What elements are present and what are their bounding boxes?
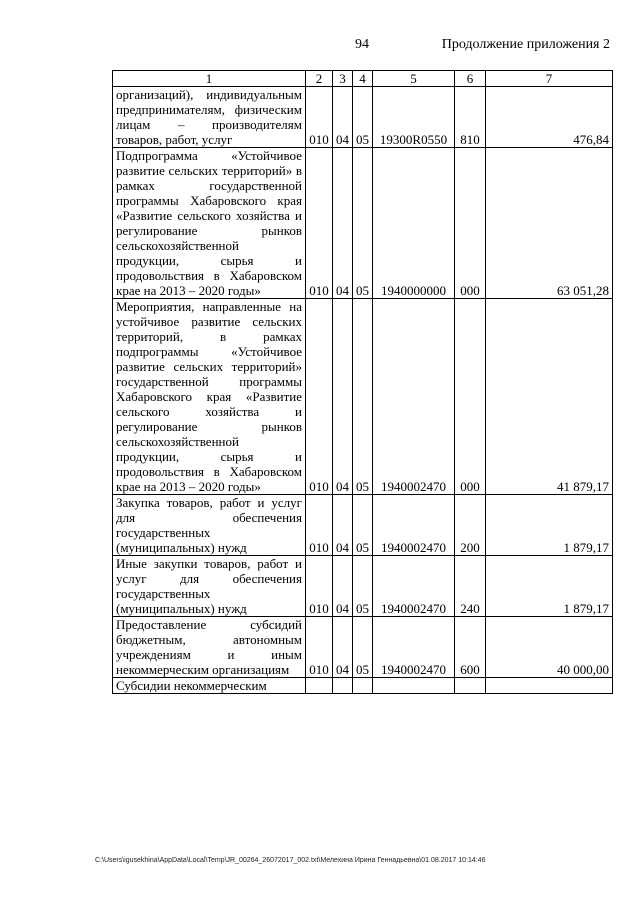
section-code-cell: 04 [333,617,353,678]
target-article-cell: 1940002470 [373,495,455,556]
column-header: 6 [455,71,486,87]
section-code-cell: 04 [333,148,353,299]
page-number: 94 [355,37,369,52]
table-row [113,556,613,617]
expense-type-cell: 200 [455,495,486,556]
subsection-code-cell: 05 [353,148,373,299]
section-code-cell: 04 [333,299,353,495]
continuation-label: Продолжение приложения 2 [441,37,610,52]
expense-type-cell: 810 [455,87,486,148]
section-code-cell: 04 [333,495,353,556]
amount-cell: 63 051,28 [486,148,613,299]
target-article-cell: 19300R0550 [373,87,455,148]
column-header: 7 [486,71,613,87]
section-code-cell [333,678,353,694]
grbs-code-cell: 010 [306,299,333,495]
grbs-code-cell: 010 [306,617,333,678]
amount-cell: 1 879,17 [486,495,613,556]
column-header: 3 [333,71,353,87]
row-name-cell: организаций), индивидуальным предпринимателям, физическим лицам – производителям товаров, работ, услуг [113,87,306,148]
target-article-cell: 1940002470 [373,617,455,678]
subsection-code-cell: 05 [353,299,373,495]
row-name-cell: Иные закупки товаров, работ и услуг для обеспечения государственных (муниципальных) нужд [113,556,306,617]
amount-cell [486,678,613,694]
row-name-cell: Субсидии некоммерческим [113,678,306,694]
grbs-code-cell: 010 [306,87,333,148]
budget-table [112,70,613,694]
row-name-cell: Мероприятия, направленные на устойчивое развитие сельских территорий, в рамках подпрограммы «Устойчивое развитие сельских территорий» государственной программы Хабаровского края «Развитие сельского хозяйства и регулирование рынков сельскохозяйственной продукции, сырья и продовольствия в Хабаровском крае на 2013 – 2020 годы» [113,299,306,495]
expense-type-cell: 600 [455,617,486,678]
subsection-code-cell: 05 [353,87,373,148]
grbs-code-cell: 010 [306,556,333,617]
target-article-cell: 1940000000 [373,148,455,299]
subsection-code-cell [353,678,373,694]
amount-cell: 1 879,17 [486,556,613,617]
header-row [113,71,613,87]
grbs-code-cell: 010 [306,148,333,299]
grbs-code-cell [306,678,333,694]
section-code-cell: 04 [333,556,353,617]
expense-type-cell [455,678,486,694]
amount-cell: 476,84 [486,87,613,148]
grbs-code-cell: 010 [306,495,333,556]
table-row [113,299,613,495]
row-name-cell: Закупка товаров, работ и услуг для обеспечения государственных (муниципальных) нужд [113,495,306,556]
file-path-footer: C:\Users\igusekhina\AppData\Local\Temp\JR_00264_26072017_002.txt\Мелехина Ирина Геннадьевна\01.08.2017 10:14:46 [95,857,486,864]
subsection-code-cell: 05 [353,617,373,678]
expense-type-cell: 000 [455,148,486,299]
row-name-cell: Подпрограмма «Устойчивое развитие сельских территорий» в рамках государственной программы Хабаровского края «Развитие сельского хозяйства и регулирование рынков сельскохозяйственной продукции, сырья и продовольствия в Хабаровском крае на 2013 – 2020 годы» [113,148,306,299]
target-article-cell: 1940002470 [373,299,455,495]
table-row [113,678,613,694]
table-row [113,617,613,678]
target-article-cell: 1940002470 [373,556,455,617]
row-name-cell: Предоставление субсидий бюджетным, автономным учреждениям и иным некоммерческим организациям [113,617,306,678]
table-row [113,87,613,148]
expense-type-cell: 000 [455,299,486,495]
table-row [113,148,613,299]
subsection-code-cell: 05 [353,495,373,556]
section-code-cell: 04 [333,87,353,148]
expense-type-cell: 240 [455,556,486,617]
target-article-cell [373,678,455,694]
column-header: 5 [373,71,455,87]
amount-cell: 40 000,00 [486,617,613,678]
column-header: 4 [353,71,373,87]
column-header: 1 [113,71,306,87]
subsection-code-cell: 05 [353,556,373,617]
column-header: 2 [306,71,333,87]
table-row [113,495,613,556]
amount-cell: 41 879,17 [486,299,613,495]
